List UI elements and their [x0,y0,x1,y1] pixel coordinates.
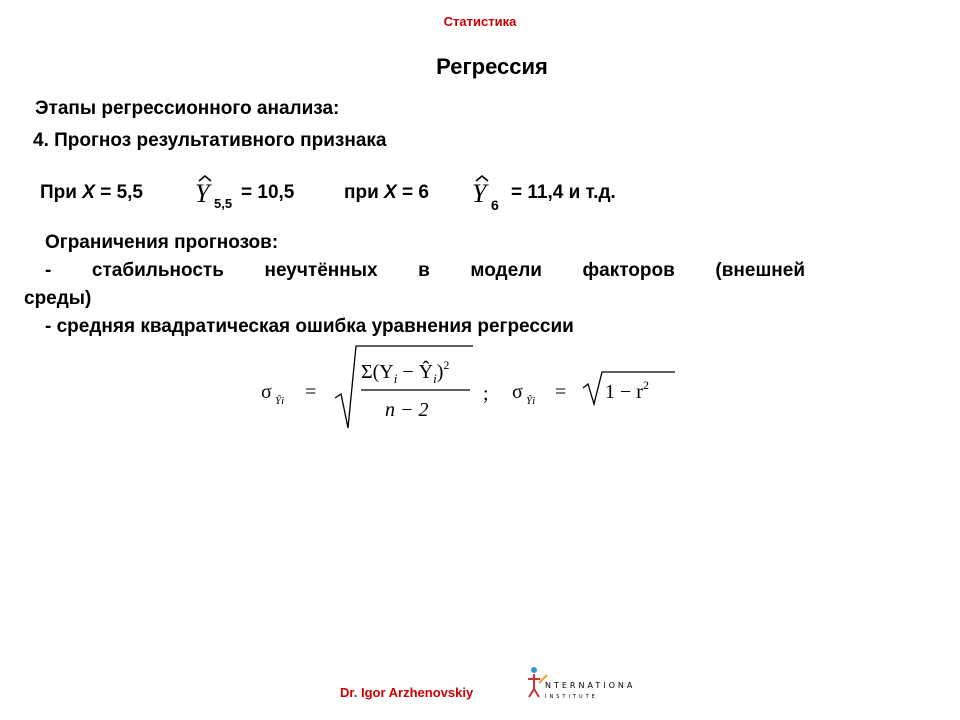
forecast-pre1: При [40,182,77,203]
equals-2: = [555,381,567,403]
limit-2: - средняя квадратическая ошибка уравнения регрессии [45,316,574,337]
stages-heading: Этапы регрессионного анализа: [35,98,340,119]
equals-1: = [305,381,317,403]
limits-heading: Ограничения прогнозов: [45,232,279,253]
slide-title: Регрессия [436,54,548,79]
svg-text:Y: Y [472,179,487,208]
y2-value: = 11,4 и т.д. [511,182,616,203]
y-hat-subscript-2: 6 [491,197,499,213]
formula-graphic [255,340,685,435]
forecast-line-2 [344,182,429,204]
x-variable-2: X [384,182,397,203]
logo-text-2: INSTITUTE [545,694,598,700]
author-footer: Dr. Igor Arzhenovskiy [340,685,474,700]
x1-value: = 5,5 [100,182,143,203]
logo-graphic [525,663,635,703]
svg-text:Y: Y [195,179,210,208]
numerator: $\Sigma(Y_i$ − $Ŷ_i)^2$ [361,358,450,386]
y-hat-symbol-1 [193,172,239,210]
institute-logo [525,663,635,703]
limit-1: - стабильность неучтённых в модели факторов (внешней [45,260,805,281]
logo-text-1: NTERNATIONAL [545,681,635,690]
y1-value: = 10,5 [241,182,295,203]
denominator: n − 2 [385,399,429,421]
standard-error-formula [255,340,685,440]
y-hat-subscript-1: 5,5 [214,196,233,210]
forecast-line [40,182,143,204]
sigma-2: σ [512,381,523,403]
sigma-1: σ [261,381,272,403]
y-hat-5-5 [193,172,239,215]
sigma-sub-2: Ŷi [526,395,536,407]
y-hat-symbol-2 [470,172,508,214]
limit-1-continued: среды) [24,288,92,309]
sigma-sub-1: Ŷi [275,395,285,407]
subject-header: Статистика [443,14,517,29]
rhs: $1 - r^2$ [605,378,649,403]
forecast-pre2: при [344,182,379,203]
x-variable-1: X [82,182,95,203]
stage-4: 4. Прогноз результативного признака [33,130,387,151]
separator: ; [483,383,489,405]
y-hat-6 [470,172,508,219]
x2-value: = 6 [402,182,429,203]
